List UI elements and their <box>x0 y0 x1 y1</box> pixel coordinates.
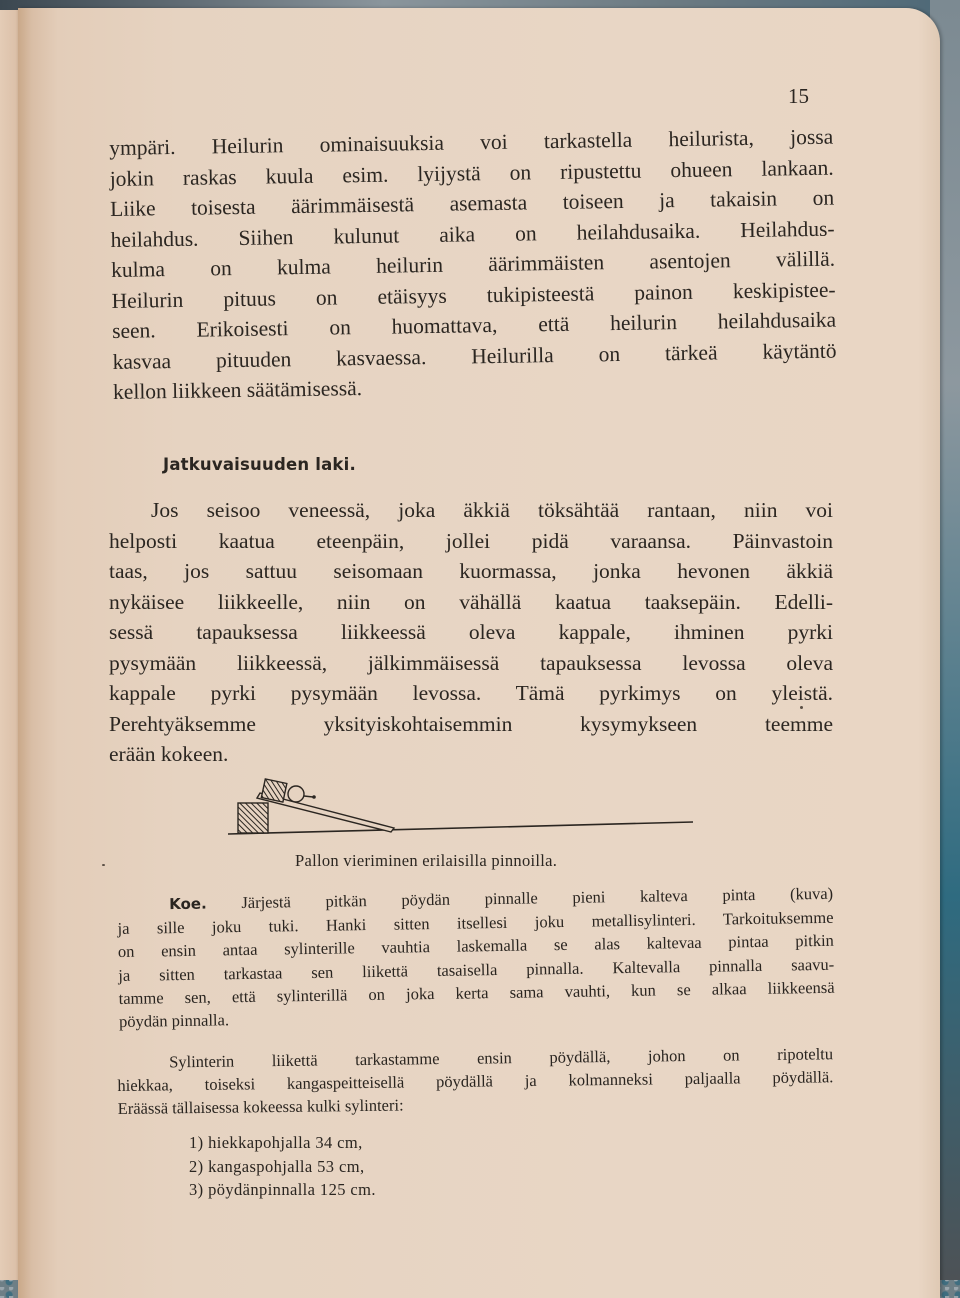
paragraph-inertia <box>109 495 833 770</box>
result-item-cloth: 2) kangaspohjalla 53 cm, <box>189 1156 365 1176</box>
text-line: on ensin antaa sylinterille vauhtia laskemalla se alas kaltevaa pintaa pitkin <box>117 931 834 962</box>
text-line: seen. Erikoisesti on huomattava, että heilurin heilahdusaika <box>111 307 837 343</box>
experiment-label: Koe. <box>169 894 207 914</box>
text-line: tamme sen, että sylinterillä on joka kerta sama vauhti, kun se alkaa liikkeensä <box>118 977 835 1008</box>
text-line: ympäri. Heilurin ominaisuuksia voi tarkastella heilurista, jossa <box>109 124 834 160</box>
result-item-sand: 1) hiekkapohjalla 34 cm, <box>189 1133 363 1152</box>
text-line: kappale pyrki pysymään levossa. Tämä pyrkimys on yleistä. <box>109 681 833 705</box>
text-line: Liike toisesta äärimmäisestä asemasta toiseen ja takaisin on <box>110 185 835 221</box>
paragraph-pendulum <box>109 122 837 408</box>
inclined-plane-figure <box>228 775 698 839</box>
text-line: heilahdus. Siihen kulunut aika on heilahdusaika. Heilahdus- <box>110 216 835 252</box>
paragraph-experiment <box>117 882 835 1033</box>
text-line: jokin raskas kuula esim. lyijystä on ripustettu ohueen lankaan. <box>109 155 834 191</box>
paragraph-cylinder-motion <box>117 1042 834 1120</box>
page-number: 15 <box>788 84 809 108</box>
text-line: hiekkaa, toiseksi kangaspeitteisellä pöydällä ja kolmanneksi paljaalla pöydällä. <box>117 1067 834 1096</box>
text-line: ja sitten tarkastaa sen liikettä tasaisella pinnalla. Kaltevalla pinnalla saavu- <box>118 954 835 985</box>
text-line: kellon liikkeen säätämisessä. <box>112 376 363 404</box>
text-line: erään kokeen. <box>109 742 229 766</box>
paper-speck <box>102 864 105 866</box>
text-line: Heilurin pituus on etäisyys tukipisteestä painon keskipistee- <box>111 277 836 313</box>
text-line: taas, jos sattuu seisomaan kuormassa, jonka hevonen äkkiä <box>109 559 833 583</box>
section-heading: Jatkuvaisuuden laki. <box>163 455 356 474</box>
text-line: ja sille joku tuki. Hanki sitten itsellesi joku metallisylinteri. Tarkoituksemme <box>117 907 834 939</box>
text-line: nykäisee liikkeelle, niin on vähällä kaatua taaksepäin. Edelli- <box>109 589 833 614</box>
text-line: Sylinterin liikettä tarkastamme ensin pöydällä, johon on ripoteltu <box>169 1044 834 1072</box>
text-line: sessä tapauksessa liikkeessä oleva kappale, ihminen pyrki <box>109 620 833 644</box>
result-item-table: 3) pöydänpinnalla 125 cm. <box>189 1180 376 1199</box>
text-line: kasvaa pituuden kasvaessa. Heilurilla on tärkeä käytäntö <box>112 338 837 374</box>
text-line: helposti kaatua eteenpäin, jollei pidä varaansa. Päinvastoin <box>109 528 833 553</box>
text-line: Eräässä tällaisessa kokeessa kulki sylinteri: <box>117 1095 404 1119</box>
inclined-plane-illustration <box>228 775 698 839</box>
results-list <box>189 1131 376 1202</box>
text-segment: Järjestä pitkän pöydän pinnalle pieni kalteva pinta (kuva) <box>241 883 834 913</box>
text-line: pysymään liikkeessä, jälkimmäisessä tapauksessa levossa oleva <box>109 650 833 675</box>
text-line: Jos seisoo veneessä, joka äkkiä töksähtää rantaan, niin voi <box>151 498 833 522</box>
text-line: Perehtyäksemme yksityiskohtaisemmin kysymykseen teemme <box>109 711 833 736</box>
paper-speck <box>800 706 803 709</box>
text-line: kulma on kulma heilurin äärimmäisten asentojen välillä. <box>110 246 836 282</box>
book-page <box>18 8 940 1298</box>
text-line: pöydän pinnalla. <box>118 1010 230 1031</box>
figure-caption: Pallon vieriminen erilaisilla pinnoilla. <box>295 851 558 870</box>
